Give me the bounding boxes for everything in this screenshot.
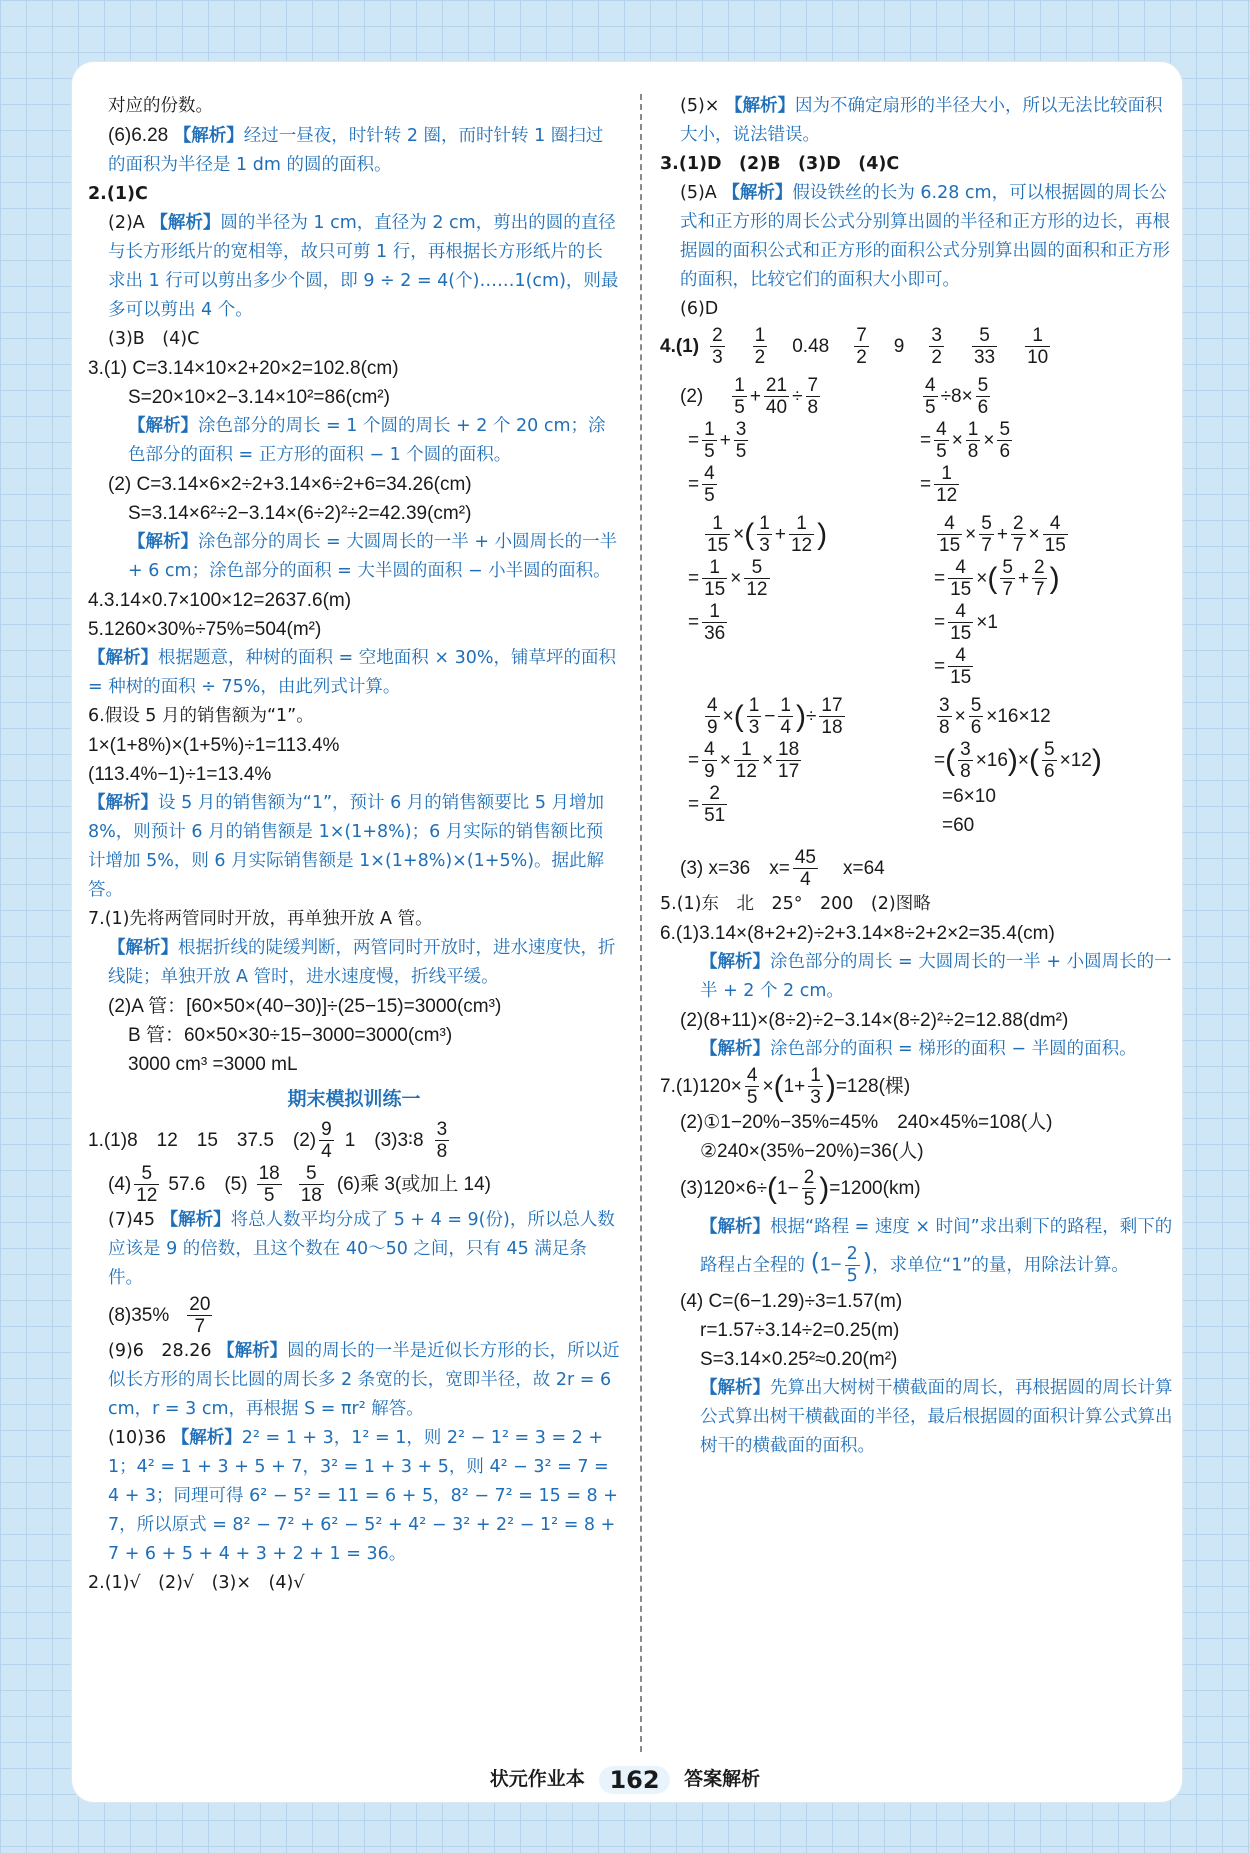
analysis-text: 设 5 月的销售额为“1”，预计 6 月的销售额要比 5 月增加 8%，则预计 6 月的销售额是 1×(1+8%)；6 月实际的销售额比预计增加 5%，则 6 月实际销售额是 1×(1+8%)×(1+5%)。据此解答。 bbox=[88, 793, 605, 900]
analysis-tag: 【解析】 bbox=[700, 952, 770, 972]
answer-line: (2)A 管：[60×50×(40−30)]÷(25−15)=3000(cm³) bbox=[108, 996, 502, 1017]
answer-line: (2) C=3.14×6×2÷2+3.14×6÷2+6=34.26(cm) bbox=[108, 474, 472, 495]
calc-row-1 bbox=[660, 374, 1180, 506]
practice-q1-line2: (4) $\frac{5}{12}$ 57.6 (5) $\frac{18}{5}$ $\frac{5}{18}$ (6)乘 3(或加上 14) bbox=[108, 1162, 491, 1206]
left-column bbox=[88, 92, 620, 1598]
section-title: 期末模拟训练一 bbox=[287, 1088, 421, 1110]
question-4-3: (3) x=36 x= $\frac{45}{4}$ x=64 bbox=[680, 846, 885, 890]
question-5: 5.1260×30%÷75%=504(m²) bbox=[88, 619, 322, 640]
answer-line: (6)D bbox=[680, 299, 719, 319]
analysis-tag: 【解析】 bbox=[150, 213, 221, 233]
fraction: $\frac{5}{12}$ bbox=[136, 1162, 158, 1206]
fraction: $\frac{2}{5}$ bbox=[846, 1244, 858, 1286]
answer-block: 【解析】根据“路程 = 速度 × 时间”求出剩下的路程，剩下的路程占全程的 (1− $\frac{2}{5}$ )，求单位“1”的量，用除法计算。 bbox=[700, 1217, 1173, 1286]
fraction: $\frac{2}{3}$ bbox=[712, 324, 723, 368]
calc-B: $\frac{4}{5}$ ÷8× $\frac{5}{6}$ = $\frac{4}{5}$ × $\frac{1}{8}$ × $\frac{5}{6}$ = $\frac{1}{12}$ bbox=[920, 374, 1011, 506]
answer-block: (6)6.28 【解析】经过一昼夜，时针转 2 圈，而时针转 1 圈扫过的面积为半径是 1 dm 的圆的面积。 bbox=[108, 125, 604, 175]
answer-block: (9)6 28.26 【解析】圆的周长的一半是近似长方形的长，所以近似长方形的周长比圆的周长多 2 条宽的长，宽即半径，故 2r = 6 cm，r = 3 cm，再根据 S = πr² 解答。 bbox=[108, 1341, 620, 1419]
question-7-3: (3)120×6÷ ( 1− $\frac{2}{5}$ ) =1200(km) bbox=[680, 1166, 921, 1210]
answer-line: S=3.14×0.25²≈0.20(m²) bbox=[700, 1349, 898, 1370]
question-4-answers: 4.(1) $\frac{2}{3}$ $\frac{1}{2}$ 0.48 $\frac{7}{2}$ 9 $\frac{3}{2}$ $\frac{5}{33}$ $\frac{1}{10}$ bbox=[660, 324, 1049, 368]
analysis-tag: 【解析】 bbox=[725, 96, 796, 116]
answer-line: (113.4%−1)÷1=13.4% bbox=[88, 764, 272, 785]
question-5: 5.(1)东 北 25° 200 (2)图略 bbox=[660, 894, 931, 914]
question-3: 3.(1)D (2)B (3)D (4)C bbox=[660, 154, 900, 174]
answer-line: 3000 cm³ =3000 mL bbox=[128, 1054, 298, 1075]
answer-block: (2)A 【解析】圆的半径为 1 cm，直径为 2 cm，剪出的圆的直径与长方形纸片的宽相等，故只可剪 1 行，再根据长方形纸片的长求出 1 行可以剪出多少个圆，即 9 ÷ 2 = 4(个)……1(cm)，则最多可以剪出 4 个。 bbox=[108, 213, 619, 320]
answer-line: ②240×(35%−20%)=36(人) bbox=[700, 1141, 924, 1162]
answer-line: B 管：60×50×30÷15−3000=3000(cm³) bbox=[128, 1025, 453, 1046]
answer-line: S=20×10×2−3.14×10²=86(cm²) bbox=[128, 387, 390, 408]
answer-block: (5)× 【解析】因为不确定扇形的半径大小，所以无法比较面积大小，说法错误。 bbox=[680, 96, 1163, 145]
analysis-tag: 【解析】 bbox=[88, 793, 158, 813]
answer-block bbox=[660, 1374, 1180, 1461]
practice-q1-line1: 1.(1)8 12 15 37.5 (2) $\frac{9}{4}$ 1 (3)3∶8 $\frac{3}{8}$ bbox=[88, 1118, 448, 1162]
analysis-tag: 【解析】 bbox=[171, 1428, 242, 1448]
practice-q2: 2.(1)√ (2)√ (3)× (4)√ bbox=[88, 1573, 305, 1593]
analysis-text: 因为不确定扇形的半径大小，所以无法比较面积大小，说法错误。 bbox=[680, 96, 1163, 145]
calc-row-3 bbox=[660, 694, 1180, 840]
answer-block bbox=[88, 412, 620, 470]
answer-block: (7)45 【解析】将总人数平均分成了 5 + 4 = 9(份)，所以总人数应该是 9 的倍数，且这个数在 40～50 之间，只有 45 满足条件。 bbox=[108, 1210, 615, 1288]
question-2: 2.(1)C bbox=[88, 184, 148, 204]
analysis-tag: 【解析】 bbox=[700, 1039, 770, 1059]
column-divider bbox=[640, 94, 642, 1752]
analysis-text: 涂色部分的周长 = 1 个圆的周长 + 2 个 20 cm；涂色部分的面积 = 正方形的面积 − 1 个圆的面积。 bbox=[128, 416, 606, 465]
analysis-tag: 【解析】 bbox=[128, 416, 198, 436]
section-name: 答案解析 bbox=[684, 1768, 761, 1790]
fraction: $\frac{2}{5}$ bbox=[803, 1166, 815, 1210]
answer-block bbox=[660, 948, 1180, 1006]
book-title: 状元作业本 bbox=[489, 1768, 585, 1790]
analysis-tag: 【解析】 bbox=[108, 938, 178, 958]
analysis-text: 先算出大树树干横截面的周长，再根据圆的周长计算公式算出树干横截面的半径，最后根据圆的面积计算公式算出树干的横截面的面积。 bbox=[700, 1378, 1173, 1456]
fraction: $\frac{9}{4}$ bbox=[321, 1118, 332, 1162]
calc-F: $\frac{3}{8}$ × $\frac{5}{6}$ ×16×12 = ( $\frac{3}{8}$ ×16 ) × ( $\frac{5}{6}$ ×12 ) =6×10 =60 bbox=[934, 694, 1102, 836]
answer-block bbox=[88, 789, 620, 905]
question-6: 6.假设 5 月的销售额为“1”。 bbox=[88, 706, 314, 726]
answer-line: (4) C=(6−1.29)÷3=1.57(m) bbox=[680, 1291, 903, 1312]
analysis-text: 将总人数平均分成了 5 + 4 = 9(份)，所以总人数应该是 9 的倍数，且这个数在 40～50 之间，只有 45 满足条件。 bbox=[108, 1210, 615, 1288]
fraction: $\frac{4}{5}$ bbox=[746, 1064, 758, 1108]
analysis-tag: 【解析】 bbox=[700, 1217, 770, 1237]
answer-line: (2)(8+11)×(8÷2)÷2−3.14×(8÷2)²÷2=12.88(dm²) bbox=[680, 1010, 1069, 1031]
analysis-text: 经过一昼夜，时针转 2 圈，而时针转 1 圈扫过的面积为半径是 1 dm 的圆的面积。 bbox=[108, 126, 604, 175]
analysis-text: 假设铁丝的长为 6.28 cm，可以根据圆的周长公式和正方形的周长公式分别算出圆的半径和正方形的边长，再根据圆的面积公式和正方形的面积公式分别算出圆的面积和正方形的面积，比较它们的面积大小即可。 bbox=[680, 183, 1170, 290]
analysis-text: 2² = 1 + 3，1² = 1，则 2² − 1² = 3 = 2 + 1；4² = 1 + 3 + 5 + 7，3² = 1 + 3 + 5，则 4² − 3² = 7 = 4 + 3；同理可得 6² − 5² = 11 = 6 + 5，8² − 7² = 15 = 8 + 7，所以原式 = 8² − 7² + 6² − 5² + 4² − 3² + 2² − 1² = 8 + 7 + 6 + 5 + 4 + 3 + 2 + 1 = 36。 bbox=[108, 1428, 618, 1564]
answer-line: (3)B (4)C bbox=[108, 329, 200, 349]
calc-E: $\frac{4}{9}$ × ( $\frac{1}{3}$ − $\frac{1}{4}$ ) ÷ $\frac{17}{18}$ = $\frac{4}{9}$ × $\frac{1}{12}$ × $\frac{18}{17}$ = $\frac{2}{51}$ bbox=[688, 694, 843, 826]
fraction: $\frac{3}{2}$ bbox=[931, 324, 942, 368]
fraction: $\frac{1}{2}$ bbox=[754, 324, 766, 368]
analysis-tag: 【解析】 bbox=[217, 1341, 288, 1361]
fraction: $\frac{1}{3}$ bbox=[810, 1064, 821, 1108]
fraction: $\frac{7}{2}$ bbox=[856, 324, 867, 368]
analysis-tag: 【解析】 bbox=[88, 648, 158, 668]
calc-row-2 bbox=[660, 512, 1180, 688]
fraction: $\frac{20}{7}$ bbox=[189, 1293, 211, 1337]
right-column bbox=[660, 92, 1180, 1461]
answer-line: 对应的份数。 bbox=[108, 96, 213, 116]
question-7-1: 7.(1)120× $\frac{4}{5}$ × ( 1+ $\frac{1}{3}$ ) =128(棵) bbox=[660, 1064, 911, 1108]
question-7: 7.(1)先将两管同时开放，再单独开放 A 管。 bbox=[88, 909, 433, 929]
answer-block: (10)36 【解析】2² = 1 + 3，1² = 1，则 2² − 1² = 3 = 2 + 1；4² = 1 + 3 + 5 + 7，3² = 1 + 3 + 5，则 4² − 3² = 7 = 4 + 3；同理可得 6² − 5² = 11 = 6 + 5，8² − 7² = 15 = 8 + 7，所以原式 = 8² − 7² + 6² − 5² + 4² − 3² + 2² − 1² = 8 + 7 + 6 + 5 + 4 + 3 + 2 + 1 = 36。 bbox=[108, 1428, 618, 1564]
answer-line: (2)①1−20%−35%=45% 240×45%=108(人) bbox=[680, 1112, 1053, 1133]
analysis-tag: 【解析】 bbox=[173, 126, 244, 146]
question-6: 6.(1)3.14×(8+2+2)÷2+3.14×8÷2+2×2=35.4(cm) bbox=[660, 923, 1055, 944]
fraction: $\frac{18}{5}$ bbox=[258, 1162, 280, 1206]
analysis-text: 涂色部分的周长 = 大圆周长的一半 + 小圆周长的一半 + 6 cm；涂色部分的面积 = 大半圆的面积 − 小半圆的面积。 bbox=[128, 532, 618, 581]
answer-block: (5)A 【解析】假设铁丝的长为 6.28 cm，可以根据圆的周长公式和正方形的周长公式分别算出圆的半径和正方形的边长，再根据圆的面积公式和正方形的面积公式分别算出圆的面积和正方形的面积，比较它们的面积大小即可。 bbox=[680, 183, 1170, 290]
fraction: $\frac{3}{8}$ bbox=[436, 1118, 448, 1162]
answer-block bbox=[660, 1035, 1180, 1064]
answer-line: S=3.14×6²÷2−3.14×(6÷2)²÷2=42.39(cm²) bbox=[128, 503, 472, 524]
analysis-tag: 【解析】 bbox=[128, 532, 198, 552]
analysis-text: 圆的周长的一半是近似长方形的长，所以近似长方形的周长比圆的周长多 2 条宽的长，宽即半径，故 2r = 6 cm，r = 3 cm，再根据 S = πr² 解答。 bbox=[108, 1341, 620, 1419]
analysis-text: 涂色部分的面积 = 梯形的面积 − 半圆的面积。 bbox=[770, 1039, 1137, 1059]
question-3: 3.(1) C=3.14×10×2+20×2=102.8(cm) bbox=[88, 358, 399, 379]
analysis-text: 根据折线的陡缓判断，两管同时开放时，进水速度快，折线陡；单独开放 A 管时，进水速度慢，折线平缓。 bbox=[108, 938, 616, 987]
calc-D: $\frac{4}{15}$ × $\frac{5}{7}$ + $\frac{2}{7}$ × $\frac{4}{15}$ = $\frac{4}{15}$ × ( $\frac{5}{7}$ + $\frac{2}{7}$ ) = $\frac{4}{15}$ ×1 = $\frac{4}{15}$ bbox=[934, 512, 1066, 688]
page-number: 162 bbox=[599, 1766, 669, 1794]
calc-A: (2) $\frac{1}{5}$ + $\frac{21}{40}$ ÷ $\frac{7}{8}$ = $\frac{1}{5}$ + $\frac{3}{5}$ = $\frac{4}{5}$ bbox=[680, 374, 819, 506]
page-footer bbox=[0, 1764, 1250, 1794]
analysis-tag: 【解析】 bbox=[722, 183, 793, 203]
practice-q8: (8)35% $\frac{20}{7}$ bbox=[108, 1293, 211, 1337]
question-4: 4.3.14×0.7×100×12=2637.6(m) bbox=[88, 590, 352, 611]
answer-block bbox=[88, 644, 620, 702]
answer-line: 1×(1+8%)×(1+5%)÷1=113.4% bbox=[88, 735, 340, 756]
fraction: $\frac{5}{18}$ bbox=[300, 1162, 322, 1206]
calc-C: $\frac{1}{15}$ × ( $\frac{1}{3}$ + $\frac{1}{12}$ ) = $\frac{1}{15}$ × $\frac{5}{12}$ = $\frac{1}{36}$ bbox=[688, 512, 828, 644]
answer-block bbox=[88, 528, 620, 586]
analysis-text: 圆的半径为 1 cm，直径为 2 cm，剪出的圆的直径与长方形纸片的宽相等，故只可剪 1 行，再根据长方形纸片的长求出 1 行可以剪出多少个圆，即 9 ÷ 2 = 4(个)……1(cm)，则最多可以剪出 4 个。 bbox=[108, 213, 619, 320]
analysis-text: 涂色部分的周长 = 大圆周长的一半 + 小圆周长的一半 + 2 个 2 cm。 bbox=[700, 952, 1172, 1001]
analysis-text: 根据题意，种树的面积 = 空地面积 × 30%，铺草坪的面积 = 种树的面积 ÷ 75%，由此列式计算。 bbox=[88, 648, 616, 697]
fraction: $\frac{45}{4}$ bbox=[794, 846, 816, 890]
answer-block bbox=[88, 934, 620, 992]
analysis-tag: 【解析】 bbox=[700, 1378, 770, 1398]
analysis-tag: 【解析】 bbox=[160, 1210, 231, 1230]
fraction: $\frac{5}{33}$ bbox=[973, 324, 996, 368]
fraction: $\frac{1}{10}$ bbox=[1027, 324, 1049, 368]
answer-line: r=1.57÷3.14÷2=0.25(m) bbox=[700, 1320, 900, 1341]
